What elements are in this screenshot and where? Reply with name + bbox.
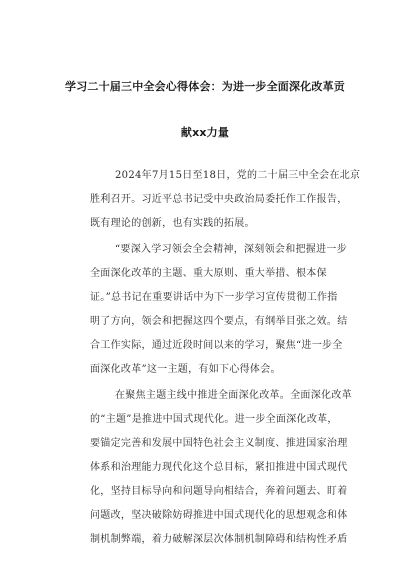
paragraph-3-line-4: 体系和治理能力现代化这个总目标，紧扣推进中国式现代	[90, 462, 348, 473]
paragraph-3-line-3: 要锚定完善和发展中国特色社会主义制度、推进国家治理	[90, 438, 348, 449]
paragraph-2-line-6: 面深化改革”这一主题，有如下心得体会。	[90, 364, 281, 375]
document-title-line-2: 献xx力量	[180, 126, 230, 139]
paragraph-2-line-4: 明了方向，领会和把握这四个要点，有纲举目张之效。结	[90, 316, 348, 327]
paragraph-3-line-6: 问题改，坚决破除妨碍推进中国式现代化的思想观念和体	[90, 510, 348, 521]
paragraph-2-line-3: 证。”总书记在重要讲话中为下一步学习宣传贯彻工作指	[90, 292, 338, 303]
paragraph-2-line-2: 全面深化改革的主题、重大原则、重大举措、根本保	[90, 268, 327, 279]
paragraph-2-line-5: 合工作实际，通过近段时间以来的学习，聚焦“进一步全	[90, 340, 343, 351]
paragraph-3-line-2: 的“主题”是推进中国式现代化。进一步全面深化改革，	[90, 414, 338, 425]
paragraph-1-line-1: 2024年7月15日至18日，党的二十届三中全会在北京	[115, 170, 361, 181]
paragraph-1-line-2: 胜利召开。习近平总书记受中央政治局委托作工作报告，	[90, 194, 348, 205]
paragraph-3-line-7: 制机制弊端，着力破解深层次体制机制障碍和结构性矛盾	[90, 534, 348, 545]
paragraph-3-line-1: 在聚焦主题主线中推进全面深化改革。全面深化改革	[115, 390, 352, 401]
paragraph-3-line-5: 化，坚持目标导向和问题导向相结合，奔着问题去、盯着	[90, 486, 348, 497]
paragraph-1-line-3: 既有理论的创新，也有实践的拓展。	[90, 218, 255, 229]
document-title-line-1: 学习二十届三中全会心得体会：为进一步全面深化改革贡	[65, 80, 345, 93]
paragraph-2-line-1: “要深入学习领会全会精神，深刻领会和把握进一步	[115, 244, 348, 255]
